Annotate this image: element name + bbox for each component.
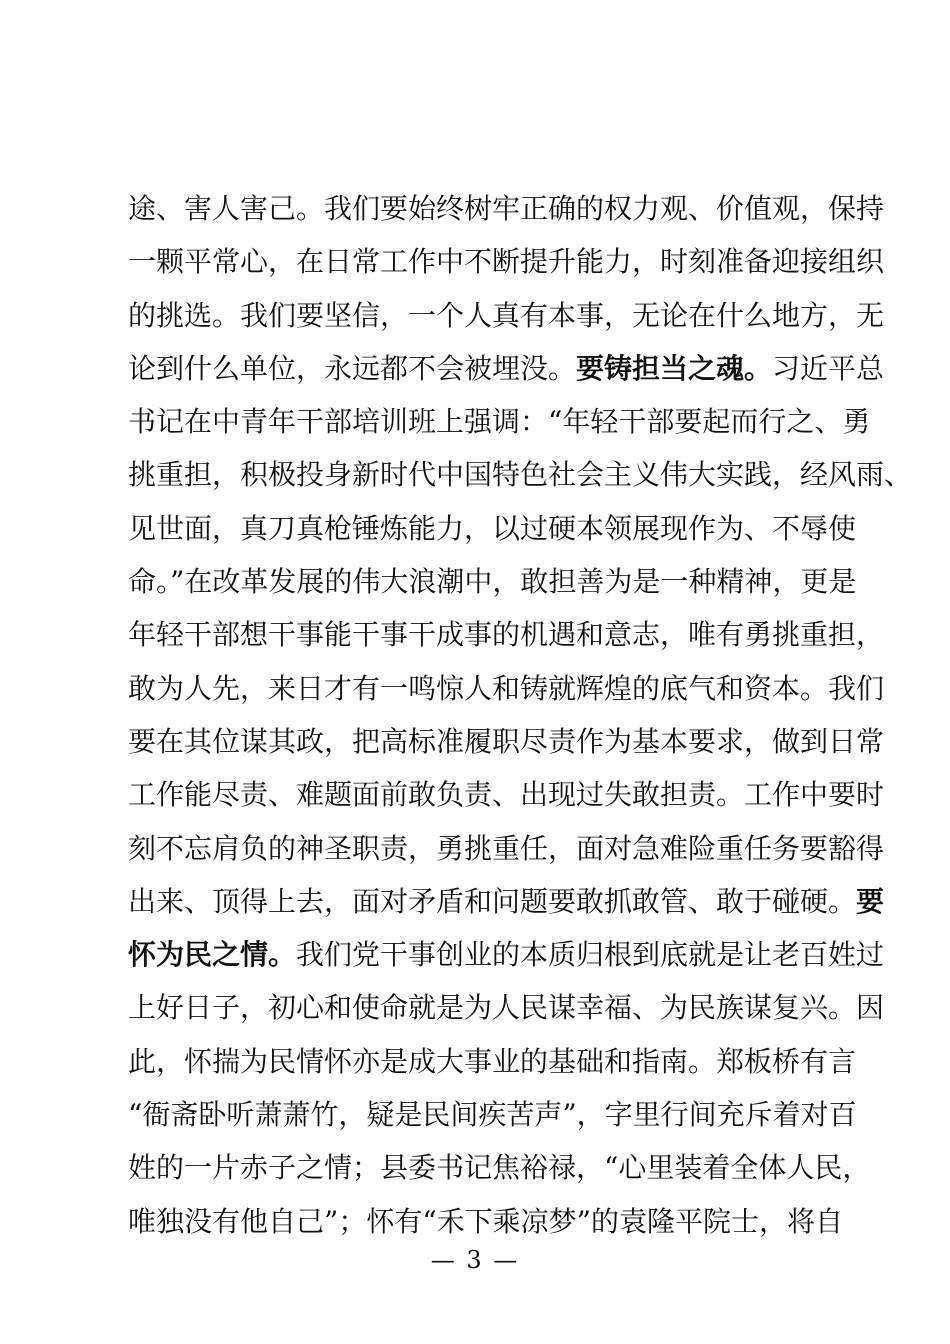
text-line bbox=[128, 342, 885, 395]
line-text: 刻不忘肩负的神圣职责，勇挑重任，面对急难险重任务要豁得 bbox=[128, 831, 885, 865]
line-text: 见世面，真刀真枪锤炼能力，以过硬本领展现作为、不辱使 bbox=[128, 511, 857, 545]
bold-heading: 要 bbox=[856, 884, 885, 918]
text-line bbox=[128, 1195, 843, 1248]
line-text: 论到什么单位，永远都不会被埋没。 bbox=[128, 351, 577, 385]
bold-heading: 怀为民之情。 bbox=[128, 938, 297, 972]
line-text: 我们党干事创业的本质归根到底就是让老百姓过 bbox=[296, 938, 885, 972]
line-text: 唯独没有他自己”；怀有“禾下乘凉梦”的袁隆平院士，将自 bbox=[128, 1204, 843, 1238]
text-line bbox=[128, 235, 885, 288]
text-line bbox=[128, 448, 913, 501]
line-text: 途、害人害己。我们要始终树牢正确的权力观、价值观，保持 bbox=[128, 192, 885, 225]
line-text: 工作能尽责、难题面前敢负责、出现过失敢担责。工作中要时 bbox=[128, 778, 885, 812]
text-line bbox=[128, 1035, 857, 1088]
line-text: 书记在中青年干部培训班上强调：“年轻干部要起而行之、勇 bbox=[128, 405, 871, 439]
text-line bbox=[128, 662, 885, 715]
text-line bbox=[128, 715, 885, 768]
text-line bbox=[128, 981, 885, 1034]
text-line bbox=[128, 502, 857, 555]
line-text: 出来、顶得上去，面对矛盾和问题要敢抓敢管、敢于碰硬。 bbox=[128, 884, 857, 918]
line-text: 要在其位谋其政，把高标准履职尽责作为基本要求，做到日常 bbox=[128, 724, 885, 758]
text-line bbox=[128, 1141, 871, 1194]
text-line bbox=[128, 928, 885, 981]
line-text: 习近平总 bbox=[772, 351, 885, 385]
line-text: 的挑选。我们要坚信，一个人真有本事，无论在什么地方，无 bbox=[128, 298, 885, 332]
text-line bbox=[128, 875, 885, 928]
line-text: 此，怀揣为民情怀亦是成大事业的基础和指南。郑板桥有言 bbox=[128, 1044, 857, 1078]
body-text bbox=[128, 182, 913, 1248]
line-text: 年轻干部想干事能干事干成事的机遇和意志，唯有勇挑重担， bbox=[128, 618, 885, 652]
text-line bbox=[128, 822, 885, 875]
text-line bbox=[128, 608, 885, 661]
line-text: 挑重担，积极投身新时代中国特色社会主义伟大实践，经风雨、 bbox=[128, 458, 913, 492]
text-line bbox=[128, 768, 885, 821]
text-line bbox=[128, 555, 857, 608]
line-text: “衙斋卧听萧萧竹，疑是民间疾苦声”，字里行间充斥着对百 bbox=[128, 1098, 857, 1132]
text-line bbox=[128, 1088, 857, 1141]
line-text: 上好日子，初心和使命就是为人民谋幸福、为民族谋复兴。因 bbox=[128, 991, 885, 1025]
text-line bbox=[128, 289, 885, 342]
line-text: 命。”在改革发展的伟大浪潮中，敢担善为是一种精神，更是 bbox=[128, 565, 857, 599]
line-text: 一颗平常心，在日常工作中不断提升能力，时刻准备迎接组织 bbox=[128, 245, 885, 279]
text-line bbox=[128, 395, 871, 448]
text-line bbox=[128, 182, 885, 235]
line-text: 姓的一片赤子之情；县委书记焦裕禄，“心里装着全体人民， bbox=[128, 1151, 871, 1185]
line-text: 敢为人先，来日才有一鸣惊人和铸就辉煌的底气和资本。我们 bbox=[128, 671, 885, 705]
page-number: — 3 — bbox=[430, 1246, 520, 1274]
bold-heading: 要铸担当之魂。 bbox=[576, 351, 773, 385]
